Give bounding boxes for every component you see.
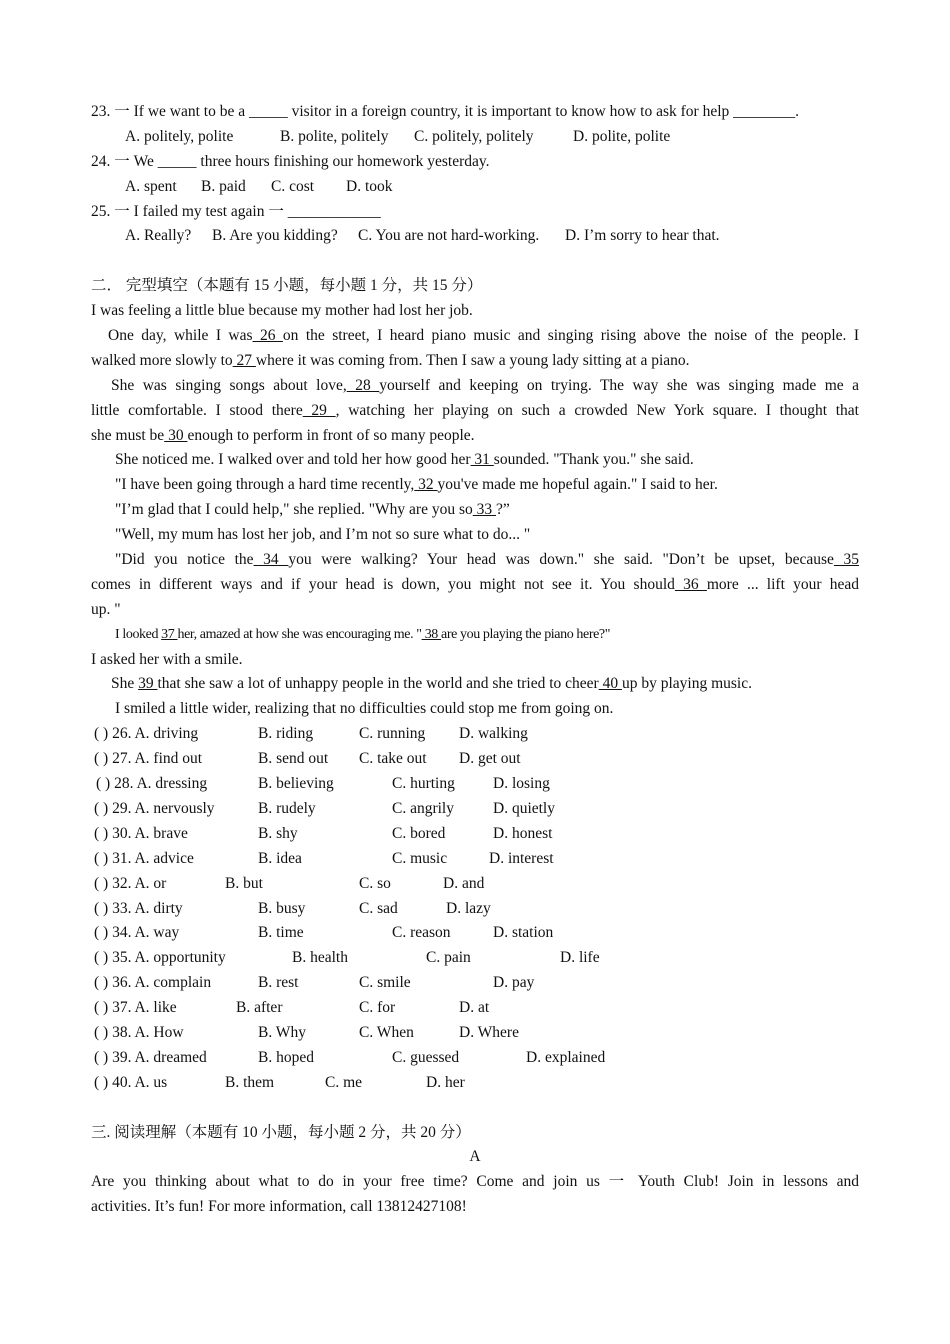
passage-line [91,672,859,697]
passage-line: I was feeling a little blue because my mother had lost her job. [91,302,473,320]
question-number-option-a: ( ) 26. A. driving [94,725,199,743]
question-number-option-a: ( ) 33. A. dirty [94,899,183,917]
cloze-question-35 [91,946,859,971]
option-b: B. health [292,949,348,967]
blank-40: 40 [598,675,622,693]
cloze-question-28 [91,772,859,797]
section-3-heading: 三. 阅读理解（本题有 10 小题，每小题 2 分，共 20 分） [91,1123,471,1141]
question-number-option-a: ( ) 35. A. opportunity [94,949,226,967]
text: yourself and keeping on trying. The way she was singing made me a [379,376,860,394]
option-d: D. losing [493,775,550,793]
text: ?” [495,501,510,519]
option-c: C. cost [271,177,315,195]
cloze-question-33 [91,897,859,922]
option-c: C. take out [359,750,427,768]
cloze-question-26 [91,722,859,747]
option-b: B. time [258,924,304,942]
option-b: B. Are you kidding? [212,227,338,245]
exam-page [91,100,859,1220]
blank-31: 31 [470,451,494,469]
passage-label: A [469,1148,481,1166]
text: where it was coming from. Then I saw a young lady sitting at a piano. [255,351,690,369]
text: She noticed me. I walked over and told her how good her [115,451,471,469]
question-number-option-a: ( ) 36. A. complain [94,974,212,992]
option-b: B. believing [258,775,334,793]
cloze-question-38 [91,1021,859,1046]
passage-line [91,473,859,498]
option-b: B. after [236,999,283,1017]
question-number-option-a: ( ) 40. A. us [94,1073,168,1091]
option-b: B. rest [258,974,299,992]
text: "I’m glad that I could help," she replied. "Why are you so [115,501,473,519]
option-d: D. station [493,924,554,942]
question-25-options [91,224,859,249]
option-d: D. at [459,999,490,1017]
text: walked more slowly to [91,351,233,369]
blank-32: 32 [414,476,438,494]
option-d: D. I’m sorry to hear that. [565,227,720,245]
question-number-option-a: ( ) 38. A. How [94,1023,184,1041]
option-b: B. hoped [258,1048,314,1066]
option-c: C. pain [426,949,471,967]
cloze-question-30 [91,822,859,847]
option-b: B. shy [258,824,298,842]
option-c: C. me [325,1073,363,1091]
option-b: B. riding [258,725,314,743]
text: enough to perform in front of so many people. [187,426,475,444]
cloze-question-32 [91,872,859,897]
blank-37: 37 [161,626,178,642]
option-c: C. sad [359,899,398,917]
option-c: C. reason [392,924,451,942]
option-c: C. bored [392,824,446,842]
passage-line [91,573,859,598]
cloze-question-36 [91,971,859,996]
passage-line: activities. It’s fun! For more information, call 13812427108! [91,1198,467,1216]
question-number-option-a: ( ) 27. A. find out [94,750,203,768]
question-25-stem: 25. 一 I failed my test again 一 ____________ [91,202,381,220]
question-number-option-a: ( ) 30. A. brave [94,824,188,842]
option-d: D. pay [493,974,535,992]
cloze-question-29 [91,797,859,822]
text: "Did you notice the [115,551,254,569]
text: She was singing songs about love, [111,376,347,394]
option-c: C. running [359,725,426,743]
option-a: A. Really? [125,227,192,245]
question-number-option-a: ( ) 31. A. advice [94,849,194,867]
option-b: B. send out [258,750,329,768]
spacer [91,1096,859,1121]
blank-35: 35 [833,551,860,569]
option-b: B. Why [258,1023,306,1041]
option-d: D. walking [459,725,528,743]
text: she must be [91,426,165,444]
passage-line [91,349,859,374]
text: little comfortable. I stood there [91,401,303,419]
text: comes in different ways and if your head is down, you might not see it. You should [91,575,675,593]
blank-34: 34 [253,551,289,569]
passage-line [91,399,859,424]
question-number-option-a: ( ) 37. A. like [94,999,177,1017]
option-b: B. rudely [258,799,316,817]
option-b: B. idea [258,849,302,867]
passage-line [91,623,859,648]
passage-line: Are you thinking about what to do in your free time? Come and join us 一 Youth Club! Join in lessons and [91,1173,859,1191]
option-d: D. her [426,1073,465,1091]
blank-28: 28 [346,376,380,394]
passage-line: I smiled a little wider, realizing that no difficulties could stop me from going on. [115,700,614,718]
text: you were walking? Your head was down." she said. "Don’t be upset, because [288,551,834,569]
cloze-question-list [91,722,859,1095]
passage-line [91,448,859,473]
text: her, amazed at how she was encouraging me. " [177,626,422,642]
question-number-option-a: ( ) 34. A. way [94,924,180,942]
passage-line [91,374,859,399]
passage-line: I asked her with a smile. [91,650,243,668]
text: , watching her playing on such a crowded New York square. I thought that [335,401,859,419]
text: One day, while I was [108,327,253,345]
question-number-option-a: ( ) 29. A. nervously [94,799,215,817]
option-d: D. and [443,874,485,892]
question-24-options [91,175,859,200]
passage-line: up. " [91,600,121,618]
option-b: B. busy [258,899,306,917]
blank-30: 30 [164,426,188,444]
option-c: C. for [359,999,396,1017]
text: I looked [115,626,162,642]
option-b: B. polite, politely [280,127,389,145]
option-c: C. music [392,849,448,867]
option-d: D. took [346,177,393,195]
spacer [91,249,859,274]
option-d: D. explained [526,1048,606,1066]
question-24-stem: 24. 一 We _____ three hours finishing our homework yesterday. [91,152,490,170]
blank-26: 26 [252,327,283,345]
blank-29: 29 [302,401,336,419]
option-c: C. angrily [392,799,454,817]
blank-38: 38 [421,626,442,642]
option-d: D. quietly [493,799,555,817]
option-d: D. Where [459,1023,519,1041]
option-d: D. lazy [446,899,491,917]
option-a: A. spent [125,177,177,195]
option-d: D. polite, polite [573,127,671,145]
option-d: D. interest [489,849,554,867]
option-d: D. life [560,949,600,967]
text: are you playing the piano here?" [441,626,611,642]
option-c: C. so [359,874,391,892]
option-c: C. politely, politely [414,127,534,145]
text: more ... lift your head [706,575,860,593]
text: She [111,675,139,693]
passage-line [91,498,859,523]
blank-27: 27 [232,351,256,369]
blank-36: 36 [674,575,707,593]
option-c: C. guessed [392,1048,460,1066]
option-c: C. hurting [392,775,455,793]
question-23-stem: 23. 一 If we want to be a _____ visitor in a foreign country, it is important to know how to ask for help ________. [91,103,800,120]
cloze-question-40 [91,1071,859,1096]
section-2-heading: 二． 完型填空（本题有 15 小题，每小题 1 分，共 15 分） [91,277,483,295]
text: you've made me hopeful again." I said to her. [437,476,718,494]
cloze-question-31 [91,847,859,872]
passage-line [91,324,859,349]
text: "I have been going through a hard time recently, [115,476,415,494]
text: that she saw a lot of unhappy people in the world and she tried to cheer [157,675,599,693]
cloze-question-37 [91,996,859,1021]
question-23-options [91,125,859,150]
option-c: C. When [359,1023,414,1041]
text: sounded. "Thank you." she said. [493,451,694,469]
text: on the street, I heard piano music and singing rising above the noise of the people. I [282,327,859,345]
cloze-question-27 [91,747,859,772]
option-b: B. paid [201,177,246,195]
option-c: C. smile [359,974,411,992]
blank-39: 39 [138,675,158,693]
question-number-option-a: ( ) 28. A. dressing [96,775,208,793]
blank-33: 33 [472,501,496,519]
cloze-question-39 [91,1046,859,1071]
passage-line [91,548,859,573]
text: up by playing music. [621,675,752,693]
passage-line [91,424,859,449]
option-d: D. get out [459,750,521,768]
option-c: C. You are not hard-working. [358,227,540,245]
option-b: B. but [225,874,263,892]
option-b: B. them [225,1073,275,1091]
cloze-question-34 [91,921,859,946]
question-number-option-a: ( ) 39. A. dreamed [94,1048,207,1066]
option-d: D. honest [493,824,553,842]
option-a: A. politely, polite [125,127,234,145]
passage-line: "Well, my mum has lost her job, and I’m not so sure what to do... " [115,526,531,544]
question-number-option-a: ( ) 32. A. or [94,874,167,892]
